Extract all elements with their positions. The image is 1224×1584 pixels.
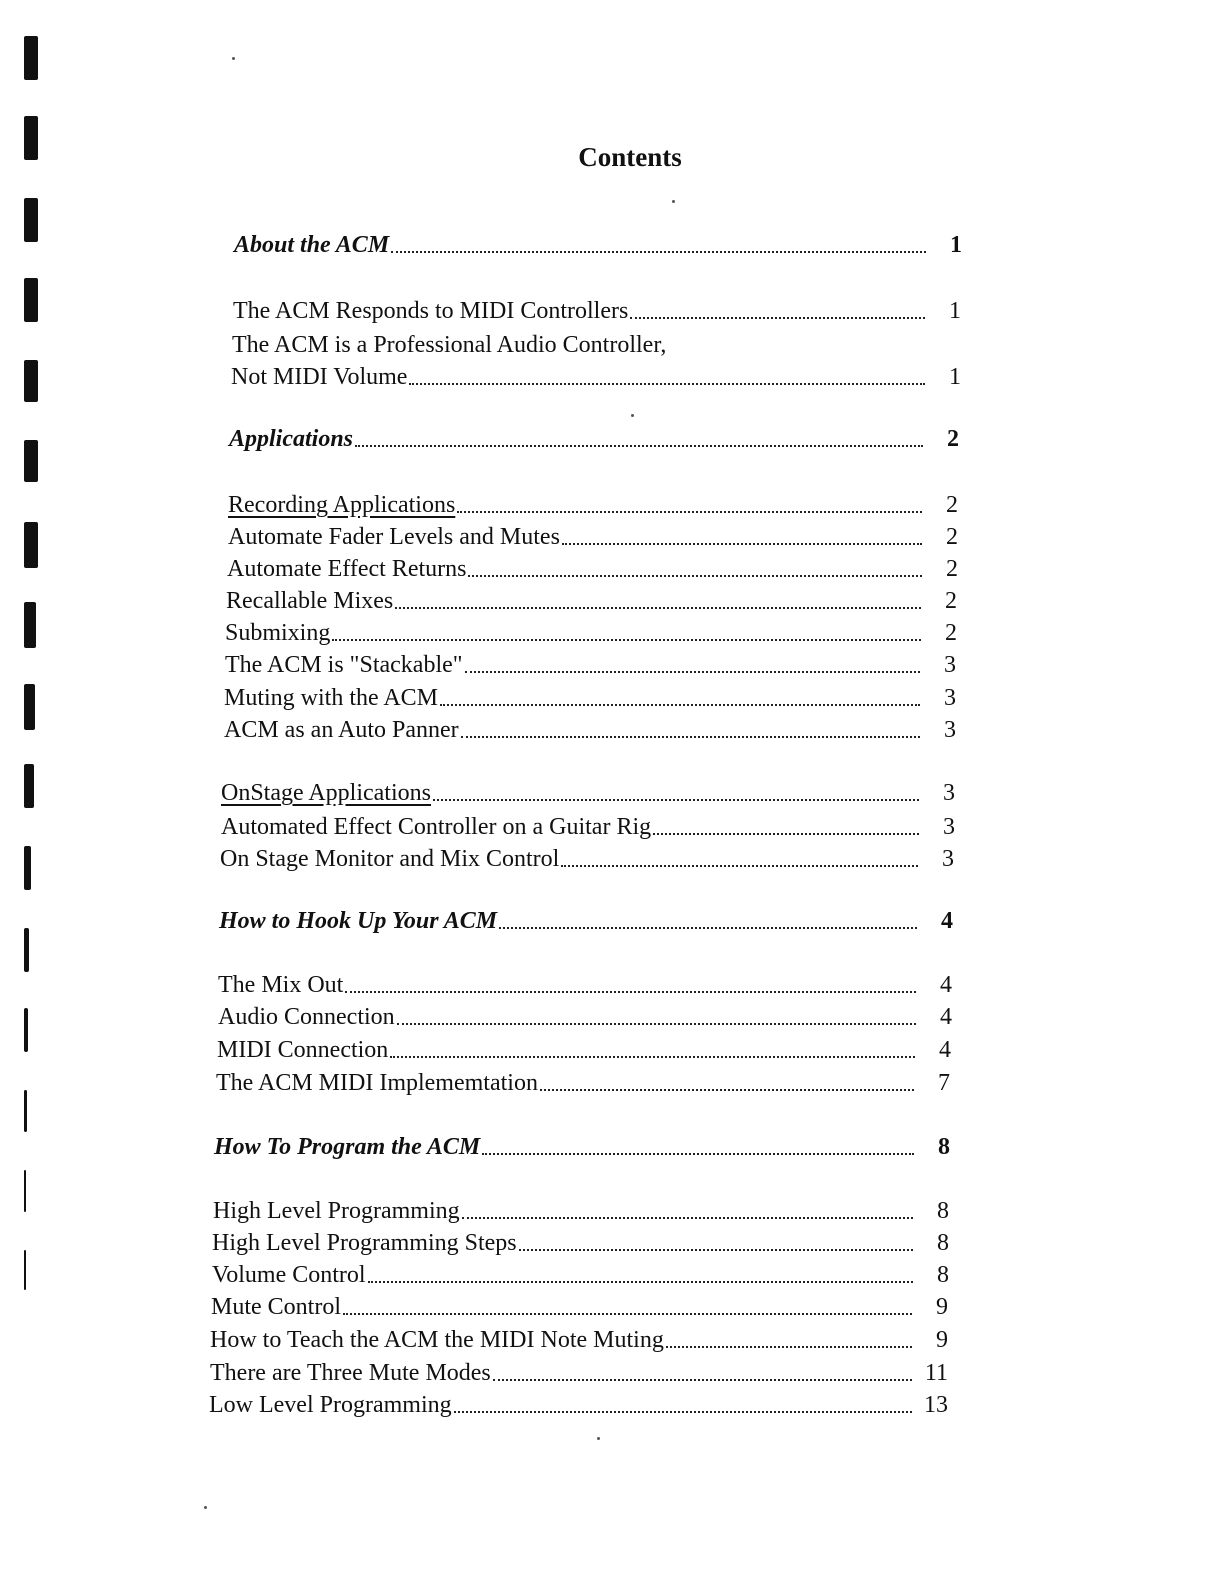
toc-entry[interactable] [225, 620, 957, 647]
dot-leader [666, 1346, 912, 1348]
toc-entry-label: Automated Effect Controller on a Guitar Rig [221, 814, 652, 840]
toc-page-number: 2 [946, 524, 958, 550]
toc-entry[interactable] [226, 588, 957, 615]
toc-entry[interactable] [217, 1037, 951, 1064]
toc-page-number: 13 [924, 1392, 948, 1418]
dot-leader [465, 671, 920, 673]
toc-entry-label: The ACM MIDI Implememtation [216, 1070, 538, 1096]
toc-entry-label: MIDI Connection [217, 1037, 389, 1063]
dot-leader [332, 639, 921, 641]
toc-page-number: 9 [936, 1327, 948, 1353]
dot-leader [461, 736, 920, 738]
dot-leader [454, 1411, 912, 1413]
toc-page-number: 9 [936, 1294, 948, 1320]
toc-page-number: 3 [944, 652, 956, 678]
toc-entry-label: Volume Control [212, 1262, 366, 1288]
toc-entry[interactable] [220, 846, 954, 873]
toc-entry[interactable] [212, 1262, 949, 1289]
toc-entry[interactable] [212, 1230, 949, 1257]
dot-leader [653, 833, 919, 835]
dot-leader [540, 1089, 914, 1091]
toc-entry-label: How to Teach the ACM the MIDI Note Muting [210, 1327, 664, 1353]
toc-entry-label: Recallable Mixes [226, 588, 394, 614]
toc-page-number: 3 [943, 814, 955, 840]
toc-section-label: How to Hook Up Your ACM [219, 908, 498, 934]
toc-entry[interactable] [218, 972, 952, 999]
toc-entry[interactable] [231, 364, 961, 391]
dot-leader [468, 575, 922, 577]
toc-subheading-recording-applications[interactable] [228, 492, 958, 519]
toc-entry-label: Submixing [225, 620, 331, 646]
dot-leader [630, 317, 925, 319]
toc-entry-label: Muting with the ACM [224, 685, 439, 711]
toc-entry[interactable] [218, 1004, 952, 1031]
toc-section-label: About the ACM [234, 232, 390, 258]
toc-entry-label: High Level Programming Steps [212, 1230, 517, 1256]
toc-page-number: 2 [947, 426, 959, 452]
toc-entry[interactable] [225, 652, 956, 679]
toc-entry[interactable] [224, 717, 956, 744]
toc-section-label: Applications [229, 426, 354, 452]
toc-page-number: 2 [946, 492, 958, 518]
dot-leader [345, 991, 916, 993]
toc-page-number: 1 [950, 232, 962, 258]
dot-leader [391, 251, 926, 253]
toc-page-number: 2 [945, 588, 957, 614]
page-title: Contents [578, 142, 682, 172]
scan-speck [597, 1437, 600, 1440]
toc-entry[interactable] [216, 1070, 950, 1097]
toc-page-number: 7 [938, 1070, 950, 1096]
toc-section-about-the-acm[interactable] [234, 232, 962, 259]
toc-page-number: 11 [924, 1360, 948, 1386]
dot-leader [462, 1217, 913, 1219]
toc-page-number: 3 [943, 780, 955, 806]
toc-entry-label: High Level Programming [213, 1198, 460, 1224]
toc-page-number: 1 [949, 298, 961, 324]
toc-subheading-onstage-applications[interactable] [221, 780, 955, 807]
toc-entry-label: The ACM is "Stackable" [225, 652, 463, 678]
dot-leader [409, 383, 925, 385]
dot-leader [482, 1153, 914, 1155]
toc-entry-label: The ACM Responds to MIDI Controllers [233, 298, 629, 324]
toc-section-label: How To Program the ACM [214, 1134, 481, 1160]
toc-subheading-label: OnStage Applications [221, 780, 431, 806]
dot-leader [433, 799, 919, 801]
toc-entry[interactable] [210, 1327, 948, 1354]
toc-entry-label: Automate Fader Levels and Mutes [228, 524, 560, 550]
toc-entry[interactable] [227, 556, 958, 583]
toc-section-how-to-hook-up[interactable] [219, 908, 953, 935]
dot-leader [343, 1313, 912, 1315]
toc-page-number: 4 [940, 1004, 952, 1030]
dot-leader [519, 1249, 913, 1251]
scan-speck [631, 414, 634, 417]
toc-entry[interactable] [210, 1360, 948, 1387]
scan-speck [672, 200, 675, 203]
toc-page-number: 3 [942, 846, 954, 872]
scan-speck [204, 1506, 207, 1509]
toc-entry[interactable] [221, 814, 955, 841]
toc-section-applications[interactable] [229, 426, 959, 453]
toc-entry-label: There are Three Mute Modes [210, 1360, 491, 1386]
toc-section-how-to-program[interactable] [214, 1134, 950, 1161]
toc-entry-label: Low Level Programming [209, 1392, 452, 1418]
toc-page-number: 8 [937, 1262, 949, 1288]
toc-entry-label: Audio Connection [218, 1004, 395, 1030]
toc-entry-label: The Mix Out [218, 972, 344, 998]
toc-entry[interactable] [209, 1392, 948, 1419]
dot-leader [440, 704, 920, 706]
dot-leader [395, 607, 921, 609]
toc-subheading-label: Recording Applications [228, 492, 456, 518]
dot-leader [499, 927, 917, 929]
toc-page-number: 1 [949, 364, 961, 390]
toc-page-number: 2 [946, 556, 958, 582]
toc-page-number: 4 [939, 1037, 951, 1063]
toc-entry-label-line1: The ACM is a Professional Audio Controller, [232, 332, 667, 358]
toc-entry-label: Mute Control [211, 1294, 341, 1320]
toc-entry[interactable] [224, 685, 956, 712]
toc-entry-label: Not MIDI Volume [231, 364, 408, 390]
toc-entry-label: ACM as an Auto Panner [224, 717, 459, 743]
toc-page-number: 8 [937, 1230, 949, 1256]
dot-leader [355, 445, 923, 447]
toc-entry-label: Automate Effect Returns [227, 556, 467, 582]
dot-leader [561, 865, 918, 867]
toc-page-number: 8 [937, 1198, 949, 1224]
dot-leader [457, 511, 922, 513]
toc-page-number: 8 [938, 1134, 950, 1160]
toc-page-number: 3 [944, 717, 956, 743]
toc-entry-label: On Stage Monitor and Mix Control [220, 846, 560, 872]
dot-leader [562, 543, 922, 545]
toc-entry[interactable] [228, 524, 958, 551]
dot-leader [368, 1281, 913, 1283]
toc-entry[interactable] [233, 298, 961, 325]
dot-leader [493, 1379, 912, 1381]
toc-page-number: 4 [941, 908, 953, 934]
toc-page-number: 4 [940, 972, 952, 998]
toc-entry[interactable] [211, 1294, 948, 1321]
toc-page-number: 2 [945, 620, 957, 646]
scan-speck [232, 57, 235, 60]
dot-leader [397, 1023, 916, 1025]
toc-entry[interactable] [213, 1198, 949, 1225]
dot-leader [390, 1056, 915, 1058]
toc-page-number: 3 [944, 685, 956, 711]
